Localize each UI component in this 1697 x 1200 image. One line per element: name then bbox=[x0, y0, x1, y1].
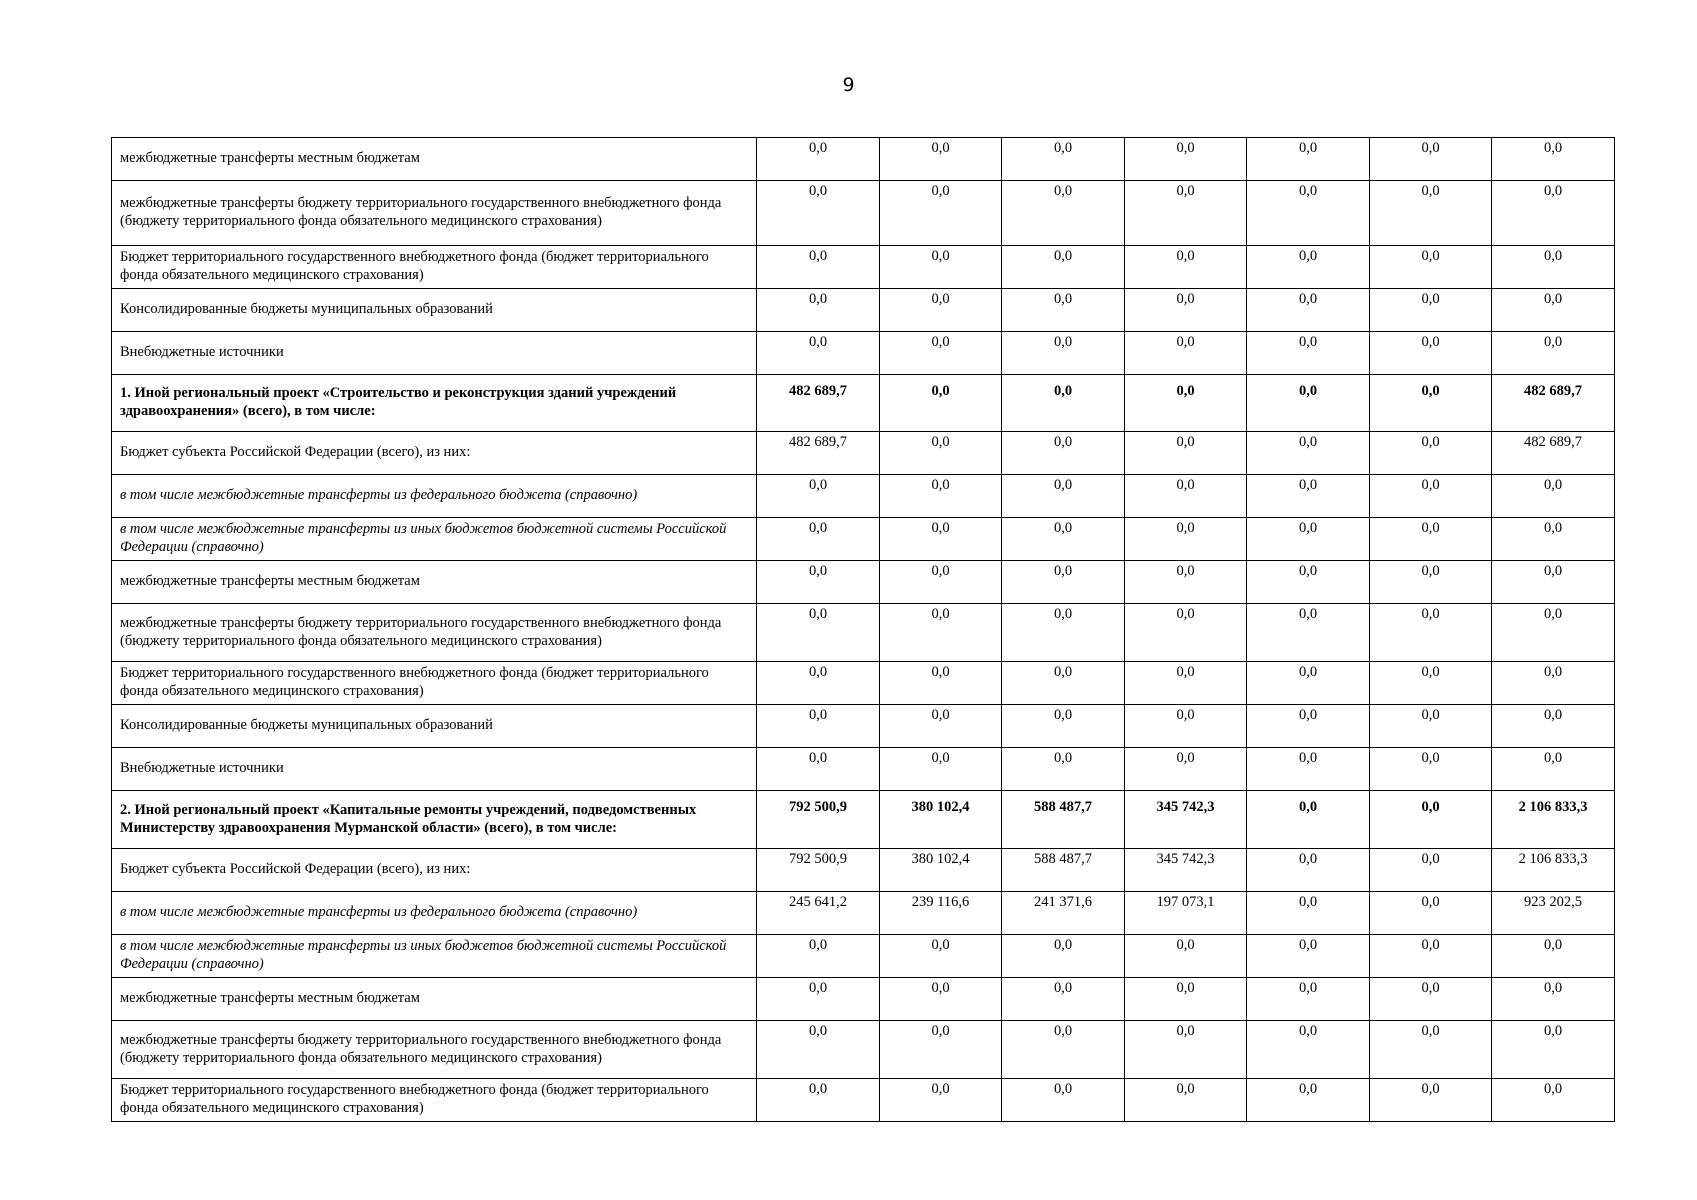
budget-table bbox=[111, 137, 1615, 1122]
value-cell: 0,0 bbox=[1002, 475, 1125, 518]
value-cell: 0,0 bbox=[757, 289, 880, 332]
value-cell: 0,0 bbox=[1370, 791, 1492, 849]
value-cell: 0,0 bbox=[1247, 1079, 1370, 1122]
value-cell: 0,0 bbox=[1247, 604, 1370, 662]
table-row bbox=[112, 604, 1615, 662]
value-cell: 0,0 bbox=[1002, 518, 1125, 561]
value-cell: 0,0 bbox=[1125, 181, 1247, 246]
row-label-cell bbox=[112, 791, 757, 849]
value-cell: 0,0 bbox=[880, 1079, 1002, 1122]
row-label-cell bbox=[112, 181, 757, 246]
row-label: 1. Иной региональный проект «Строительство и реконструкция зданий учреждений здравоохранения» (всего), в том числе: bbox=[120, 385, 677, 419]
value-cell: 0,0 bbox=[880, 289, 1002, 332]
value-cell: 2 106 833,3 bbox=[1492, 849, 1615, 892]
value-cell: 0,0 bbox=[1125, 138, 1247, 181]
value-cell: 0,0 bbox=[1125, 604, 1247, 662]
table-row bbox=[112, 748, 1615, 791]
value-cell: 0,0 bbox=[1370, 604, 1492, 662]
value-cell: 0,0 bbox=[757, 748, 880, 791]
value-cell: 0,0 bbox=[757, 561, 880, 604]
value-cell: 0,0 bbox=[1247, 935, 1370, 978]
value-cell: 0,0 bbox=[1125, 475, 1247, 518]
value-cell: 0,0 bbox=[1247, 475, 1370, 518]
value-cell: 0,0 bbox=[1002, 246, 1125, 289]
row-label-cell bbox=[112, 849, 757, 892]
table-row bbox=[112, 181, 1615, 246]
value-cell: 0,0 bbox=[880, 978, 1002, 1021]
row-label-cell bbox=[112, 561, 757, 604]
value-cell: 0,0 bbox=[757, 518, 880, 561]
value-cell: 0,0 bbox=[880, 518, 1002, 561]
value-cell: 345 742,3 bbox=[1125, 849, 1247, 892]
value-cell: 0,0 bbox=[1247, 705, 1370, 748]
table-row bbox=[112, 518, 1615, 561]
row-label: межбюджетные трансферты местным бюджетам bbox=[120, 573, 420, 590]
value-cell: 0,0 bbox=[1492, 604, 1615, 662]
value-cell: 0,0 bbox=[880, 705, 1002, 748]
value-cell: 482 689,7 bbox=[1492, 375, 1615, 432]
row-label-cell bbox=[112, 892, 757, 935]
value-cell: 482 689,7 bbox=[757, 375, 880, 432]
table-row bbox=[112, 849, 1615, 892]
row-label: Бюджет территориального государственного внебюджетного фонда (бюджет территориального фонда обязательного медицинского страхования) bbox=[120, 249, 709, 283]
row-label: межбюджетные трансферты местным бюджетам bbox=[120, 990, 420, 1007]
value-cell: 0,0 bbox=[1247, 289, 1370, 332]
row-label-cell bbox=[112, 289, 757, 332]
value-cell: 0,0 bbox=[1370, 705, 1492, 748]
value-cell: 0,0 bbox=[757, 935, 880, 978]
value-cell: 0,0 bbox=[1370, 518, 1492, 561]
row-label: в том числе межбюджетные трансферты из федерального бюджета (справочно) bbox=[120, 487, 638, 504]
value-cell: 0,0 bbox=[880, 662, 1002, 705]
value-cell: 482 689,7 bbox=[1492, 432, 1615, 475]
value-cell: 0,0 bbox=[1002, 748, 1125, 791]
value-cell: 0,0 bbox=[1125, 978, 1247, 1021]
value-cell: 923 202,5 bbox=[1492, 892, 1615, 935]
value-cell: 0,0 bbox=[757, 138, 880, 181]
value-cell: 0,0 bbox=[757, 1021, 880, 1079]
row-label: Консолидированные бюджеты муниципальных образований bbox=[120, 301, 493, 318]
row-label: Внебюджетные источники bbox=[120, 760, 284, 777]
value-cell: 0,0 bbox=[1247, 1021, 1370, 1079]
value-cell: 0,0 bbox=[1002, 332, 1125, 375]
row-label: межбюджетные трансферты местным бюджетам bbox=[120, 150, 420, 167]
value-cell: 0,0 bbox=[757, 705, 880, 748]
value-cell: 0,0 bbox=[757, 1079, 880, 1122]
table-row bbox=[112, 332, 1615, 375]
value-cell: 0,0 bbox=[1002, 181, 1125, 246]
value-cell: 0,0 bbox=[1125, 561, 1247, 604]
row-label-cell bbox=[112, 604, 757, 662]
row-label-cell bbox=[112, 1021, 757, 1079]
value-cell: 197 073,1 bbox=[1125, 892, 1247, 935]
value-cell: 0,0 bbox=[880, 1021, 1002, 1079]
row-label-cell bbox=[112, 246, 757, 289]
value-cell: 0,0 bbox=[1370, 849, 1492, 892]
table-row bbox=[112, 978, 1615, 1021]
value-cell: 0,0 bbox=[1002, 289, 1125, 332]
value-cell: 0,0 bbox=[1125, 662, 1247, 705]
table-row bbox=[112, 1021, 1615, 1079]
value-cell: 0,0 bbox=[1492, 662, 1615, 705]
value-cell: 0,0 bbox=[1247, 432, 1370, 475]
row-label-cell bbox=[112, 705, 757, 748]
value-cell: 588 487,7 bbox=[1002, 849, 1125, 892]
value-cell: 0,0 bbox=[1492, 1079, 1615, 1122]
value-cell: 792 500,9 bbox=[757, 849, 880, 892]
value-cell: 0,0 bbox=[1370, 935, 1492, 978]
value-cell: 482 689,7 bbox=[757, 432, 880, 475]
value-cell: 0,0 bbox=[1370, 748, 1492, 791]
row-label: 2. Иной региональный проект «Капитальные ремонты учреждений, подведомственных Министерству здравоохранения Мурманской области» (всего), в том числе: bbox=[120, 801, 697, 836]
value-cell: 0,0 bbox=[880, 935, 1002, 978]
row-label: Бюджет территориального государственного внебюджетного фонда (бюджет территориального фонда обязательного медицинского страхования) bbox=[120, 665, 709, 699]
value-cell: 0,0 bbox=[1247, 892, 1370, 935]
value-cell: 0,0 bbox=[1492, 978, 1615, 1021]
value-cell: 0,0 bbox=[757, 662, 880, 705]
value-cell: 0,0 bbox=[1370, 181, 1492, 246]
value-cell: 0,0 bbox=[1125, 748, 1247, 791]
value-cell: 0,0 bbox=[1492, 138, 1615, 181]
row-label: межбюджетные трансферты бюджету территориального государственного внебюджетного фонда (бюджету территориального фонда обязательного медицинского страхования) bbox=[120, 195, 722, 229]
value-cell: 0,0 bbox=[1247, 748, 1370, 791]
table-row bbox=[112, 375, 1615, 432]
value-cell: 0,0 bbox=[1247, 561, 1370, 604]
row-label: Бюджет территориального государственного внебюджетного фонда (бюджет территориального фонда обязательного медицинского страхования) bbox=[120, 1082, 709, 1116]
value-cell: 0,0 bbox=[757, 604, 880, 662]
value-cell: 0,0 bbox=[1370, 289, 1492, 332]
table-row bbox=[112, 662, 1615, 705]
row-label-cell bbox=[112, 138, 757, 181]
value-cell: 0,0 bbox=[1125, 705, 1247, 748]
value-cell: 0,0 bbox=[1492, 246, 1615, 289]
value-cell: 0,0 bbox=[757, 978, 880, 1021]
value-cell: 0,0 bbox=[1492, 475, 1615, 518]
value-cell: 0,0 bbox=[1125, 1021, 1247, 1079]
row-label-cell bbox=[112, 662, 757, 705]
row-label-cell bbox=[112, 1079, 757, 1122]
value-cell: 0,0 bbox=[1492, 935, 1615, 978]
table-row bbox=[112, 935, 1615, 978]
value-cell: 0,0 bbox=[880, 604, 1002, 662]
value-cell: 0,0 bbox=[1002, 978, 1125, 1021]
value-cell: 0,0 bbox=[757, 246, 880, 289]
value-cell: 0,0 bbox=[757, 475, 880, 518]
row-label-cell bbox=[112, 332, 757, 375]
value-cell: 0,0 bbox=[1370, 561, 1492, 604]
value-cell: 0,0 bbox=[1247, 332, 1370, 375]
row-label: Бюджет субъекта Российской Федерации (всего), из них: bbox=[120, 861, 471, 878]
value-cell: 588 487,7 bbox=[1002, 791, 1125, 849]
value-cell: 0,0 bbox=[1370, 432, 1492, 475]
value-cell: 0,0 bbox=[1370, 1021, 1492, 1079]
value-cell: 0,0 bbox=[880, 332, 1002, 375]
table-row bbox=[112, 892, 1615, 935]
row-label: Внебюджетные источники bbox=[120, 344, 284, 361]
row-label: в том числе межбюджетные трансферты из федерального бюджета (справочно) bbox=[120, 904, 638, 921]
value-cell: 0,0 bbox=[1247, 181, 1370, 246]
value-cell: 0,0 bbox=[1370, 662, 1492, 705]
value-cell: 0,0 bbox=[1002, 705, 1125, 748]
value-cell: 0,0 bbox=[1370, 246, 1492, 289]
value-cell: 380 102,4 bbox=[880, 849, 1002, 892]
value-cell: 380 102,4 bbox=[880, 791, 1002, 849]
row-label-cell bbox=[112, 432, 757, 475]
value-cell: 239 116,6 bbox=[880, 892, 1002, 935]
value-cell: 0,0 bbox=[1002, 662, 1125, 705]
value-cell: 0,0 bbox=[1002, 561, 1125, 604]
value-cell: 0,0 bbox=[1002, 1079, 1125, 1122]
value-cell: 0,0 bbox=[1125, 332, 1247, 375]
value-cell: 0,0 bbox=[880, 475, 1002, 518]
table-row bbox=[112, 289, 1615, 332]
value-cell: 0,0 bbox=[1247, 138, 1370, 181]
table-row bbox=[112, 1079, 1615, 1122]
row-label-cell bbox=[112, 375, 757, 432]
value-cell: 0,0 bbox=[1247, 791, 1370, 849]
value-cell: 2 106 833,3 bbox=[1492, 791, 1615, 849]
value-cell: 0,0 bbox=[1247, 246, 1370, 289]
value-cell: 0,0 bbox=[1125, 518, 1247, 561]
value-cell: 0,0 bbox=[757, 181, 880, 246]
value-cell: 0,0 bbox=[1002, 604, 1125, 662]
value-cell: 0,0 bbox=[1492, 518, 1615, 561]
value-cell: 0,0 bbox=[1125, 375, 1247, 432]
value-cell: 0,0 bbox=[1002, 138, 1125, 181]
value-cell: 0,0 bbox=[1492, 1021, 1615, 1079]
value-cell: 0,0 bbox=[1492, 289, 1615, 332]
value-cell: 0,0 bbox=[1247, 978, 1370, 1021]
value-cell: 0,0 bbox=[880, 138, 1002, 181]
value-cell: 0,0 bbox=[880, 432, 1002, 475]
row-label: Консолидированные бюджеты муниципальных образований bbox=[120, 717, 493, 734]
table-row bbox=[112, 791, 1615, 849]
value-cell: 0,0 bbox=[1492, 561, 1615, 604]
value-cell: 0,0 bbox=[1125, 289, 1247, 332]
row-label-cell bbox=[112, 518, 757, 561]
value-cell: 0,0 bbox=[1492, 332, 1615, 375]
value-cell: 345 742,3 bbox=[1125, 791, 1247, 849]
row-label: межбюджетные трансферты бюджету территориального государственного внебюджетного фонда (бюджету территориального фонда обязательного медицинского страхования) bbox=[120, 614, 722, 649]
value-cell: 0,0 bbox=[880, 375, 1002, 432]
value-cell: 0,0 bbox=[1247, 849, 1370, 892]
value-cell: 0,0 bbox=[1370, 475, 1492, 518]
value-cell: 0,0 bbox=[1370, 978, 1492, 1021]
value-cell: 0,0 bbox=[757, 332, 880, 375]
table-row bbox=[112, 475, 1615, 518]
value-cell: 0,0 bbox=[1370, 332, 1492, 375]
value-cell: 0,0 bbox=[1492, 181, 1615, 246]
value-cell: 0,0 bbox=[1125, 1079, 1247, 1122]
table-row bbox=[112, 561, 1615, 604]
table-row bbox=[112, 246, 1615, 289]
value-cell: 0,0 bbox=[1002, 1021, 1125, 1079]
row-label-cell bbox=[112, 475, 757, 518]
row-label: Бюджет субъекта Российской Федерации (всего), из них: bbox=[120, 444, 471, 461]
value-cell: 0,0 bbox=[880, 561, 1002, 604]
value-cell: 0,0 bbox=[880, 246, 1002, 289]
value-cell: 792 500,9 bbox=[757, 791, 880, 849]
row-label: в том числе межбюджетные трансферты из иных бюджетов бюджетной системы Российской Федерации (справочно) bbox=[120, 521, 727, 555]
row-label-cell bbox=[112, 748, 757, 791]
value-cell: 0,0 bbox=[1370, 1079, 1492, 1122]
value-cell: 0,0 bbox=[1002, 375, 1125, 432]
value-cell: 0,0 bbox=[1247, 375, 1370, 432]
row-label-cell bbox=[112, 935, 757, 978]
value-cell: 0,0 bbox=[1125, 432, 1247, 475]
value-cell: 0,0 bbox=[1492, 705, 1615, 748]
value-cell: 0,0 bbox=[1370, 138, 1492, 181]
row-label-cell bbox=[112, 978, 757, 1021]
table-row bbox=[112, 138, 1615, 181]
value-cell: 0,0 bbox=[1002, 935, 1125, 978]
value-cell: 245 641,2 bbox=[757, 892, 880, 935]
row-label: межбюджетные трансферты бюджету территориального государственного внебюджетного фонда (бюджету территориального фонда обязательного медицинского страхования) bbox=[120, 1031, 722, 1066]
value-cell: 0,0 bbox=[880, 181, 1002, 246]
value-cell: 0,0 bbox=[1247, 662, 1370, 705]
row-label: в том числе межбюджетные трансферты из иных бюджетов бюджетной системы Российской Федерации (справочно) bbox=[120, 938, 727, 972]
table-row bbox=[112, 705, 1615, 748]
value-cell: 0,0 bbox=[1247, 518, 1370, 561]
value-cell: 0,0 bbox=[1370, 375, 1492, 432]
value-cell: 0,0 bbox=[1002, 432, 1125, 475]
value-cell: 0,0 bbox=[1125, 246, 1247, 289]
table-row bbox=[112, 432, 1615, 475]
page-number: 9 bbox=[842, 74, 855, 96]
value-cell: 0,0 bbox=[880, 748, 1002, 791]
value-cell: 0,0 bbox=[1125, 935, 1247, 978]
budget-table-body bbox=[112, 138, 1615, 1122]
value-cell: 0,0 bbox=[1492, 748, 1615, 791]
value-cell: 0,0 bbox=[1370, 892, 1492, 935]
value-cell: 241 371,6 bbox=[1002, 892, 1125, 935]
